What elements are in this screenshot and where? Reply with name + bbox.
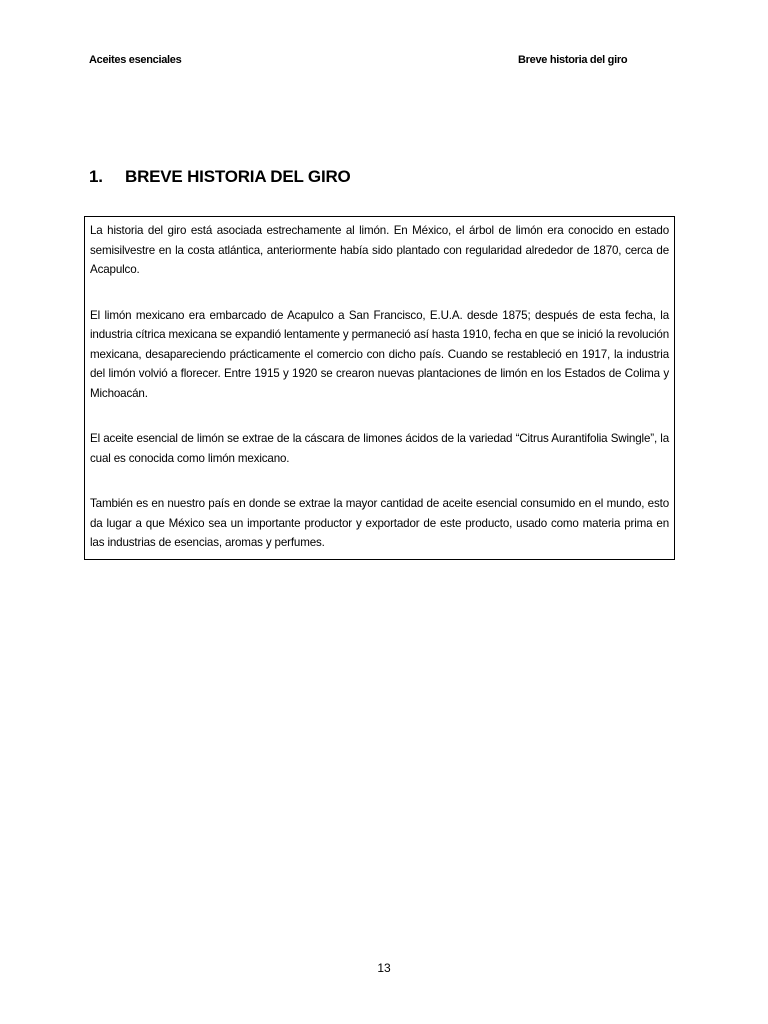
section-heading bbox=[89, 167, 351, 187]
header-document-title: Aceites esenciales bbox=[89, 54, 182, 66]
history-text-box bbox=[84, 216, 675, 560]
section-title: BREVE HISTORIA DEL GIRO bbox=[125, 167, 351, 186]
paragraph-lemon-trade: El limón mexicano era embarcado de Acapulco a San Francisco, E.U.A. desde 1875; después de esta fecha, la industria cítrica mexicana se expandió lentamente y permaneció así hasta 1910, fecha en que se inició la revolución mexicana, desapareciendo prácticamente el comercio con dicho país. Cuando se restableció en 1917, la industria del limón volvió a florecer. Entre 1915 y 1920 se crearon nuevas plantaciones de limón en los Estados de Colima y Michoacán. bbox=[90, 308, 669, 400]
section-number: 1. bbox=[89, 167, 103, 186]
paragraph-lemon-origin: La historia del giro está asociada estrechamente al limón. En México, el árbol de limón era conocido en estado semisilvestre en la costa atlántica, anteriormente había sido plantado con regularidad alrededor de 1870, cerca de Acapulco. bbox=[90, 224, 669, 276]
page-number: 13 bbox=[377, 961, 391, 975]
paragraph-essential-oil: El aceite esencial de limón se extrae de la cáscara de limones ácidos de la variedad “Citrus Aurantifolia Swingle”, la cual es conocida como limón mexicano. bbox=[90, 432, 669, 465]
paragraph-mexico-production: También es en nuestro país en donde se extrae la mayor cantidad de aceite esencial consumido en el mundo, esto da lugar a que México sea un importante productor y exportador de este producto, usado como materia prima en las industrias de esencias, aromas y perfumes. bbox=[90, 497, 669, 549]
header-section-title: Breve historia del giro bbox=[518, 54, 628, 66]
